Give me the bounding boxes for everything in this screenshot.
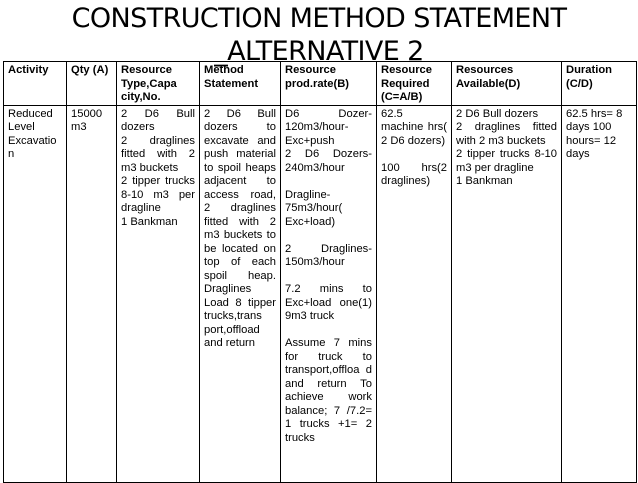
available-item: 2 D6 Bull dozers <box>456 107 539 120</box>
document-title-line-2: _ALTERNATIVE 2 <box>214 36 424 67</box>
available-item: 2 tipper trucks 8-10 m3 per dragline <box>456 148 557 174</box>
cell-resource-required <box>377 105 452 482</box>
cell-prod-rate <box>281 105 377 482</box>
cell-qty: 15000 m3 <box>67 105 117 482</box>
header-duration: Duration (C/D) <box>562 62 637 106</box>
header-resource-type: Resource Type,Capa city,No. <box>117 62 200 106</box>
required-item: 62.5 machine hrs( 2 D6 dozers) <box>381 107 447 147</box>
resource-type-item: 2 D6 Bull dozers <box>121 107 195 133</box>
spacer <box>285 270 372 284</box>
prod-rate-item: 7.2 mins to Exc+load one(1) 9m3 truck <box>285 283 372 322</box>
available-item: 2 draglines fitted with 2 m3 buckets <box>456 121 557 147</box>
cell-duration: 62.5 hrs= 8 days 100 hours= 12 days <box>562 105 637 482</box>
prod-rate-item: Assume 7 mins for truck to transport,offloa d and return To achieve work balance; 7 /7.2= 1 trucks +1= 2 trucks <box>285 337 372 444</box>
header-method-statement: Method Statement <box>200 62 281 106</box>
spacer <box>285 175 372 189</box>
document-title-line-1: CONSTRUCTION METHOD STATEMENT <box>71 3 567 34</box>
resource-type-item: 2 draglines fitted with 2 m3 buckets <box>121 134 195 174</box>
cell-method-statement: 2 D6 Bull dozers to excavate and push material to spoil heaps adjacent to access road, 2 draglines fitted with 2 m3 buckets to be located on top of each spoil heap. Draglines Load 8 tipper trucks,trans port,offload and return <box>200 105 281 482</box>
spacer <box>381 148 447 162</box>
table-header-row <box>4 62 637 106</box>
prod-rate-item: Dragline-75m3/hour( Exc+load) <box>285 188 343 228</box>
header-qty: Qty (A) <box>67 62 117 106</box>
cell-activity: Reduced Level Excavatio n <box>4 105 67 482</box>
resource-type-item: 2 tipper trucks 8-10 m3 per dragline <box>121 175 195 214</box>
header-activity: Activity <box>4 62 67 106</box>
header-prod-rate: Resource prod.rate(B) <box>281 62 377 106</box>
cell-resources-available <box>452 105 562 482</box>
cell-resource-type <box>117 105 200 482</box>
prod-rate-item: 2 D6 Dozers-240m3/hour <box>285 148 372 174</box>
spacer <box>285 324 372 338</box>
available-item: 1 Bankman <box>456 175 513 187</box>
required-item: 100 hrs(2 draglines) <box>381 161 447 187</box>
prod-rate-item: D6 Dozer-120m3/hour-Exc+push <box>285 107 372 147</box>
spacer <box>285 229 372 243</box>
resource-type-item: 1 Bankman <box>121 215 178 228</box>
prod-rate-item: 2 Draglines-150m3/hour <box>285 242 372 268</box>
header-resource-required: Resource Required (C=A/B) <box>377 62 452 106</box>
table-row <box>4 105 637 482</box>
method-statement-table <box>3 61 637 483</box>
header-resources-available: Resources Available(D) <box>452 62 562 106</box>
